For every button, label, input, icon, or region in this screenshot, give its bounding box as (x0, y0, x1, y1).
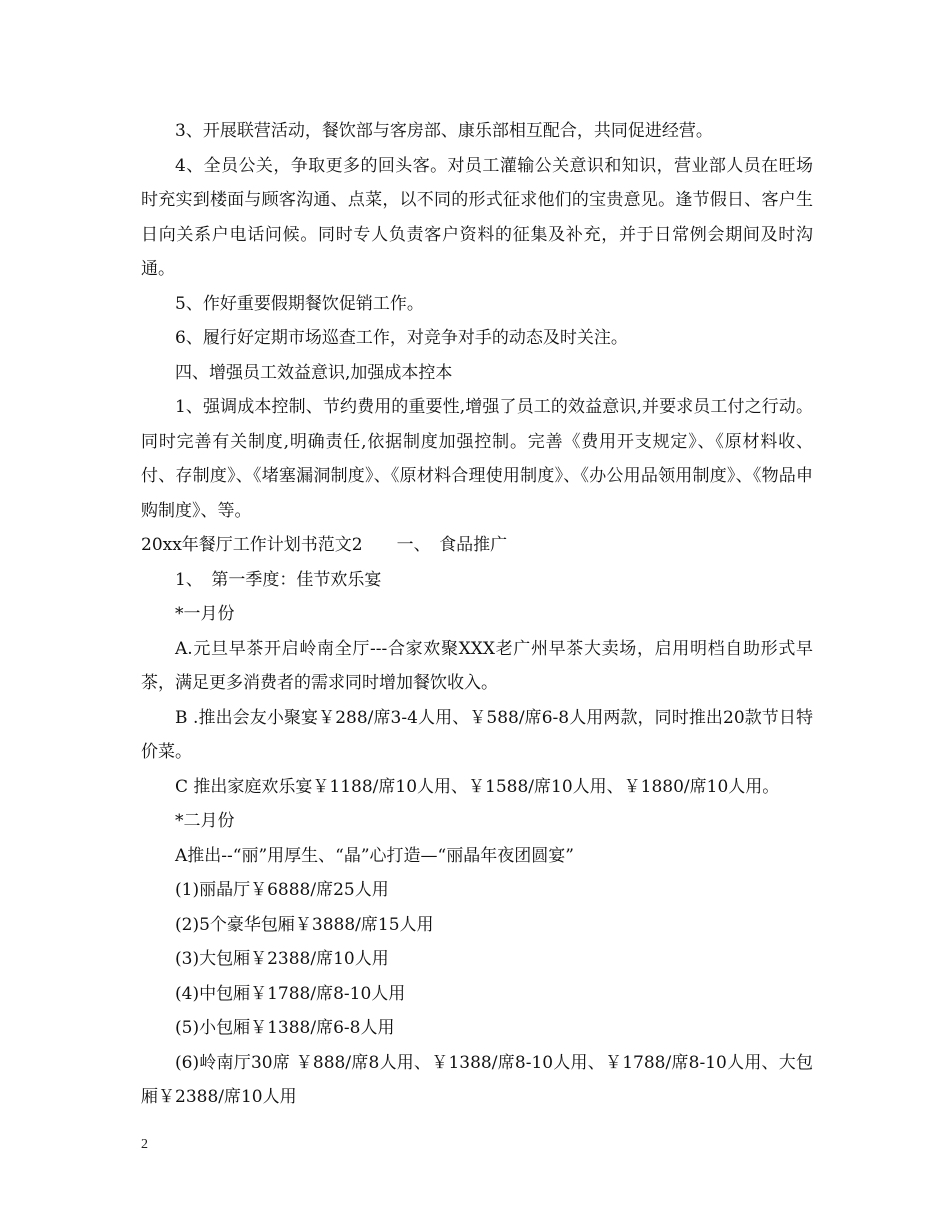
paragraph-2: 4、全员公关，争取更多的回头客。对员工灌输公关意识和知识，营业部人员在旺场时充实到楼面与顾客沟通、点菜，以不同的形式征求他们的宝贵意见。逢节假日、客户生日向关系户电话问候。同时专人负责客户资料的征集及补充，并于日常例会期间及时沟通。 (141, 155, 813, 279)
banquet-item-4: (4)中包厢￥1788/席8-10人用 (175, 983, 406, 1004)
quarter-heading: 1、 第一季度：佳节欢乐宴 (175, 569, 382, 590)
document-body (141, 114, 813, 1115)
document-title-line: 20xx年餐厅工作计划书范文2 一、 食品推广 (141, 535, 508, 555)
month-heading-february: *二月份 (175, 811, 235, 831)
section-heading-4: 四、增强员工效益意识,加强成本控本 (175, 362, 453, 383)
item-c-january: C 推出家庭欢乐宴￥1188/席10人用、￥1588/席10人用、￥1880/席10人用。 (175, 776, 780, 797)
item-a-january: A.元旦早茶开启岭南全厅---合家欢聚XXX老广州早茶大卖场，启用明档自助形式早茶，满足更多消费者的需求同时增加餐饮收入。 (141, 638, 813, 693)
paragraph-4: 6、履行好定期市场巡查工作，对竞争对手的动态及时关注。 (175, 328, 628, 348)
page-number: 2 (141, 1137, 148, 1152)
paragraph-3: 5、作好重要假期餐饮促销工作。 (175, 293, 424, 314)
banquet-item-6: (6)岭南厅30席 ￥888/席8人用、￥1388/席8-10人用、￥1788/席8-10人用、大包厢￥2388/席10人用 (141, 1052, 813, 1107)
paragraph-6: 1、强调成本控制、节约费用的重要性,增强了员工的效益意识,并要求员工付之行动。同时完善有关制度,明确责任,依据制度加强控制。完善《费用开支规定》、《原材料收、付、存制度》、《堵塞漏洞制度》、《原材料合理使用制度》、《办公用品领用制度》、《物品申购制度》、等。 (141, 397, 813, 521)
item-a-february: A推出--“丽”用厚生、“晶”心打造—“丽晶年夜团圆宴” (175, 845, 574, 866)
item-b-january: B .推出会友小聚宴￥288/席3-4人用、￥588/席6-8人用两款，同时推出20款节日特价菜。 (141, 707, 813, 762)
month-heading-january: *一月份 (175, 604, 235, 624)
banquet-item-2: (2)5个豪华包厢￥3888/席15人用 (175, 914, 434, 935)
paragraph-1: 3、开展联营活动，餐饮部与客房部、康乐部相互配合，共同促进经营。 (175, 121, 713, 141)
banquet-item-3: (3)大包厢￥2388/席10人用 (175, 949, 389, 969)
banquet-item-1: (1)丽晶厅￥6888/席25人用 (175, 880, 389, 900)
banquet-item-5: (5)小包厢￥1388/席6-8人用 (175, 1018, 395, 1038)
